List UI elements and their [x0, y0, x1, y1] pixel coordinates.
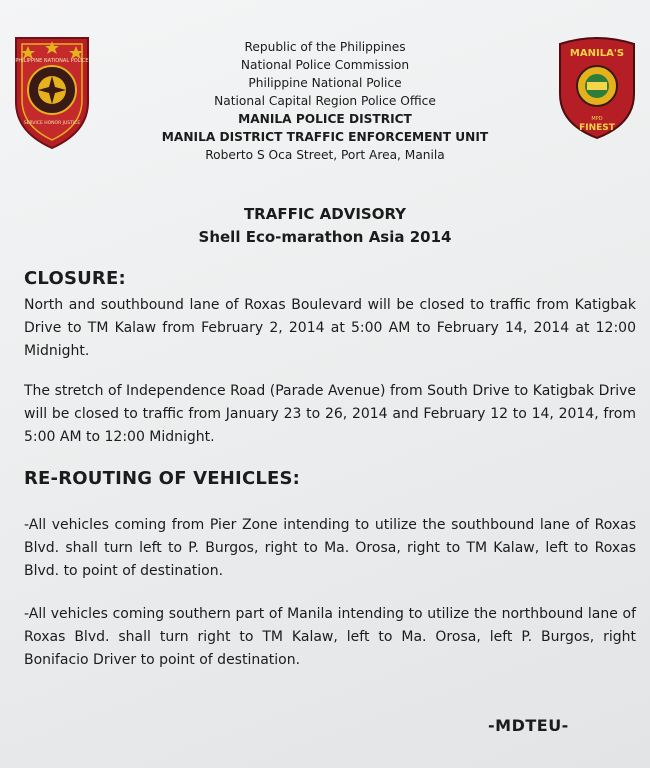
rerouting-paragraph: -All vehicles coming southern part of Manila intending to utilize the northbound lane of Roxas Blvd. shall turn right to TM Kalaw, left to Ma. Orosa, left P. Burgos, right Bonifacio Driver to point of destination.	[24, 606, 636, 668]
letterhead-line-napolcom: National Police Commission	[240, 58, 410, 72]
letterhead-line-address: Roberto S Oca Street, Port Area, Manila	[205, 148, 445, 162]
pnp-badge-text-top: PHILIPPINE NATIONAL POLICE	[15, 58, 89, 64]
letterhead-line-mpd: MANILA POLICE DISTRICT	[238, 112, 412, 126]
manilas-badge-text-small: MPD	[591, 116, 603, 122]
manilas-badge-text-bottom: FINEST	[579, 123, 615, 133]
letterhead-line-republic: Republic of the Philippines	[244, 40, 406, 54]
advisory-subtitle: Shell Eco-marathon Asia 2014	[198, 228, 452, 246]
closure-paragraph: North and southbound lane of Roxas Boulevard will be closed to traffic from Katigbak Drive to TM Kalaw from February 2, 2014 at 5:00 AM to February 14, 2014 at 12:00 Midnight.	[24, 297, 636, 359]
signature: -MDTEU-	[488, 716, 569, 735]
rerouting-paragraph: -All vehicles coming from Pier Zone intending to utilize the southbound lane of Roxas Blvd. shall turn left to P. Burgos, right to Ma. Orosa, right to TM Kalaw, left to Roxas Blvd. to point of destination.	[24, 517, 636, 579]
pnp-badge-text-bottom: SERVICE HONOR JUSTICE	[23, 121, 81, 126]
advisory-title: TRAFFIC ADVISORY	[243, 205, 407, 223]
closure-paragraph: The stretch of Independence Road (Parade Avenue) from South Drive to Katigbak Drive will be closed to traffic from January 23 to 26, 2014 and February 12 to 14, 2014, from 5:00 AM to 12:00 Midnight.	[24, 383, 636, 445]
pnp-badge-icon	[10, 32, 94, 152]
letterhead-line-mdteu: MANILA DISTRICT TRAFFIC ENFORCEMENT UNIT	[161, 130, 489, 144]
letterhead-line-ncrpo: National Capital Region Police Office	[214, 94, 436, 108]
advisory-title-block	[75, 203, 575, 249]
closure-heading: CLOSURE:	[24, 268, 126, 289]
letterhead	[110, 38, 540, 164]
manilas-finest-badge-icon	[556, 34, 638, 142]
rerouting-heading: RE-ROUTING OF VEHICLES:	[24, 468, 301, 489]
letterhead-line-pnp: Philippine National Police	[248, 76, 402, 90]
manilas-badge-text-top: MANILA'S	[569, 48, 625, 59]
